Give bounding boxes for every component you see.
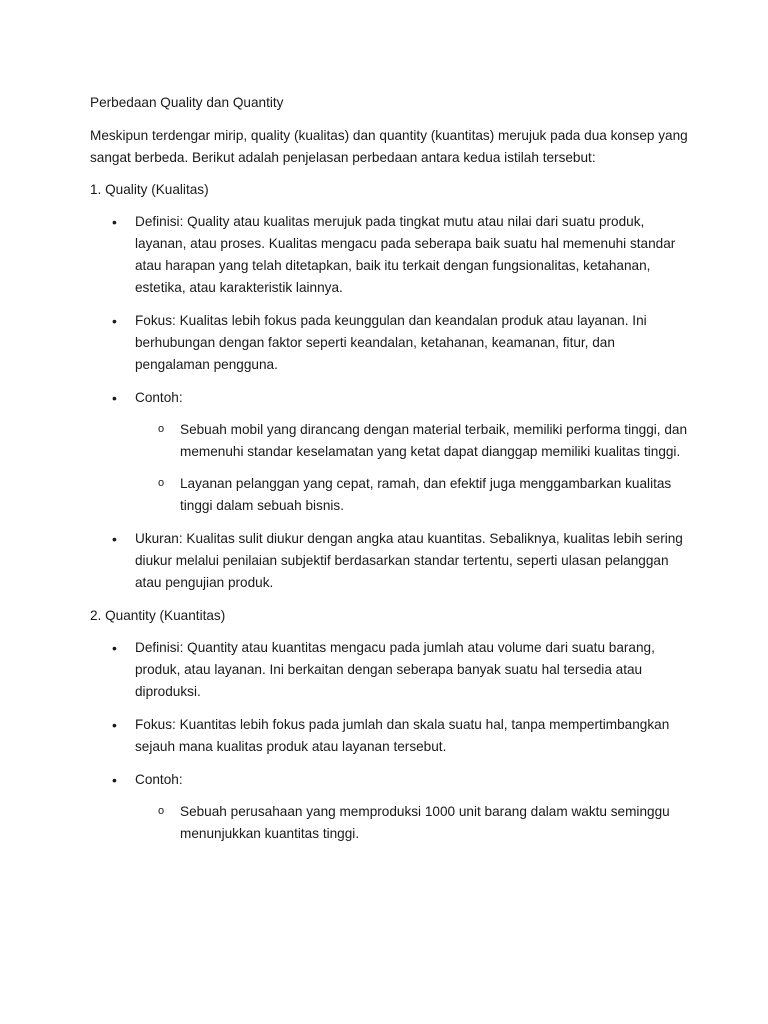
contoh-label: Contoh: (135, 390, 183, 405)
list-item: • Fokus: Kuantitas lebih fokus pada jumlah dan skala suatu hal, tanpa mempertimbangkan sejauh mana kualitas produk atau layanan tersebut. (90, 714, 690, 758)
quantity-example-list (135, 801, 690, 845)
intro-paragraph: Meskipun terdengar mirip, quality (kualitas) dan quantity (kuantitas) merujuk pada dua konsep yang sangat berbeda. Berikut adalah penjelasan perbedaan antara kedua istilah tersebut: (90, 128, 688, 165)
quality-bullet-list (90, 211, 690, 594)
section-heading-quantity: 2. Quantity (Kuantitas) (90, 608, 226, 623)
list-item (90, 387, 690, 517)
sub-list-item: o Sebuah mobil yang dirancang dengan material terbaik, memiliki performa tinggi, dan memenuhi standar keselamatan yang ketat dapat dianggap memiliki kualitas tinggi. (135, 419, 690, 463)
list-item (90, 769, 690, 845)
list-item: • Definisi: Quality atau kualitas merujuk pada tingkat mutu atau nilai dari suatu produk, layanan, atau proses. Kualitas mengacu pada seberapa baik suatu hal memenuhi standar atau harapan yang telah ditetapkan, baik itu terkait dengan fungsionalitas, ketahanan, estetika, atau karakteristik lainnya. (90, 211, 690, 299)
document-page (90, 92, 690, 856)
list-item: • Ukuran: Kualitas sulit diukur dengan angka atau kuantitas. Sebaliknya, kualitas lebih sering diukur melalui penilaian subjektif berdasarkan standar tertentu, seperti ulasan pelanggan atau pengujian produk. (90, 528, 690, 594)
sub-list-item: o Layanan pelanggan yang cepat, ramah, dan efektif juga menggambarkan kualitas tinggi dalam sebuah bisnis. (135, 473, 690, 517)
quantity-bullet-list (90, 637, 690, 845)
list-item: • Fokus: Kualitas lebih fokus pada keunggulan dan keandalan produk atau layanan. Ini berhubungan dengan faktor seperti keandalan, ketahanan, keamanan, fitur, dan pengalaman pengguna. (90, 310, 690, 376)
quality-example-list (135, 419, 690, 517)
sub-list-item: o Sebuah perusahaan yang memproduksi 1000 unit barang dalam waktu seminggu menunjukkan kuantitas tinggi. (135, 801, 690, 845)
document-title: Perbedaan Quality dan Quantity (90, 95, 284, 110)
contoh-label: Contoh: (135, 772, 183, 787)
list-item: • Definisi: Quantity atau kuantitas mengacu pada jumlah atau volume dari suatu barang, produk, atau layanan. Ini berkaitan dengan seberapa banyak suatu hal tersedia atau diproduksi. (90, 637, 690, 703)
section-heading-quality: 1. Quality (Kualitas) (90, 182, 209, 197)
